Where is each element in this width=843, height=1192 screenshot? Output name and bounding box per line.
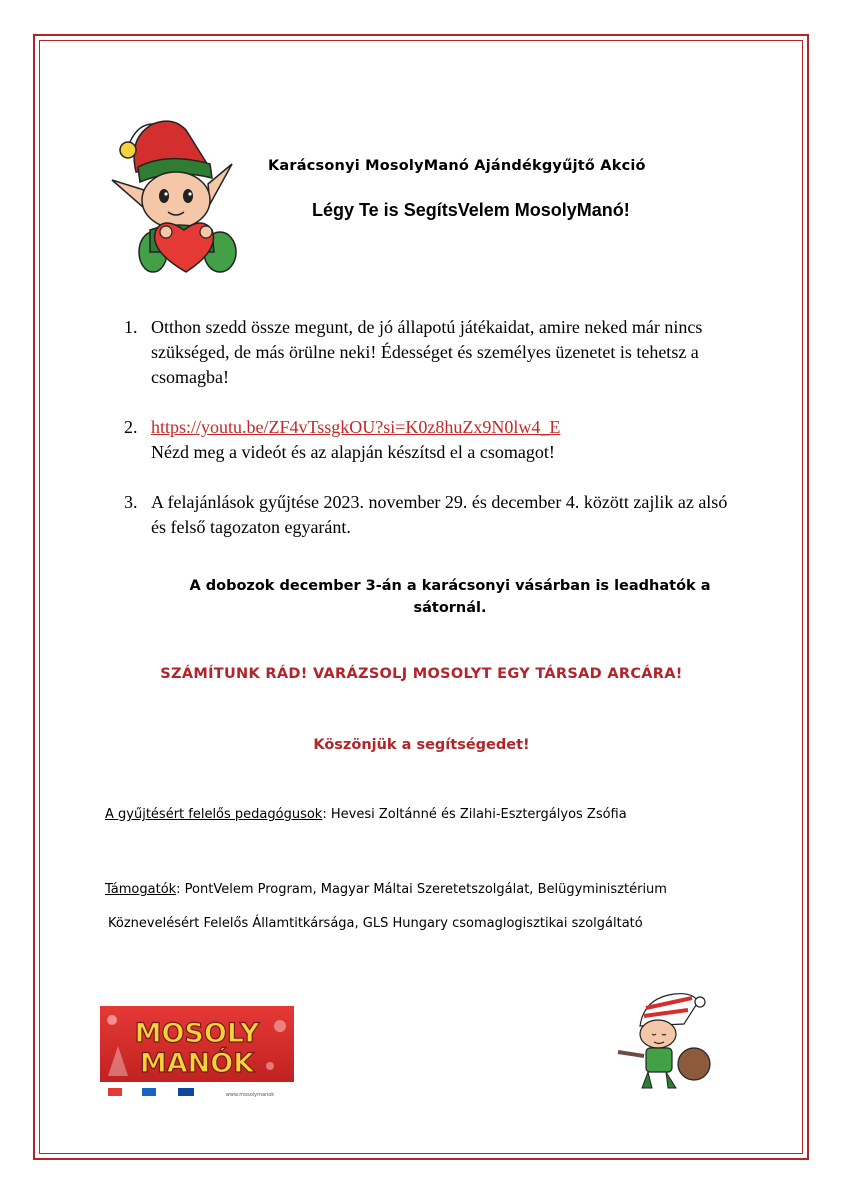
logo-line2: MANÓK — [139, 1048, 255, 1079]
page-subtitle: Légy Te is SegítsVelem MosolyManó! — [312, 200, 630, 220]
step-text: A felajánlások gyűjtése 2023. november 29. és december 4. között zajlik az alsó és felső tagozaton egyaránt. — [151, 492, 728, 537]
slogan: SZÁMÍTUNK RÁD! VARÁZSOLJ MOSOLYT EGY TÁRSAD ARCÁRA! — [160, 666, 683, 682]
page-title: Karácsonyi MosolyManó Ajándékgyűjtő Akció — [268, 158, 646, 174]
logo-line1: MOSOLY — [134, 1018, 260, 1049]
dropoff-note: A dobozok december 3-án a karácsonyi vásárban is leadhatók a sátornál. — [189, 578, 711, 616]
list-number: 3. — [124, 492, 138, 512]
steps-list — [124, 315, 744, 565]
video-link[interactable]: https://youtu.be/ZF4vTssgkOU?si=K0z8huZx9N0lw4_E — [151, 417, 561, 437]
sponsors-label: Támogatók — [105, 882, 177, 897]
list-number: 2. — [124, 417, 138, 437]
sponsors-line2: Köznevelésért Felelős Államtitkársága, GLS Hungary csomaglogisztikai szolgáltató — [108, 916, 643, 931]
responsible-label: A gyűjtésért felelős pedagógusok — [105, 807, 323, 822]
thanks-text: Köszönjük a segítségedet! — [313, 737, 530, 753]
step-text: Nézd meg a videót és az alapján készítsd el a csomagot! — [151, 442, 555, 462]
elf-with-heart-icon — [108, 112, 243, 277]
list-number: 1. — [124, 317, 138, 337]
responsible-teachers — [105, 807, 627, 822]
elf-with-sack-icon — [614, 988, 714, 1092]
responsible-value: : Hevesi Zoltánné és Zilahi-Esztergályos Zsófia — [322, 807, 627, 822]
mosoly-manok-logo — [100, 1006, 294, 1102]
step-text: Otthon szedd össze megunt, de jó állapotú játékaidat, amire neked már nincs szükséged, de más örülne neki! Édességet és személyes üzenetet is tehetsz a csomagba! — [151, 317, 703, 387]
logo-footer: www.mosolymanok — [225, 1092, 275, 1098]
list-item — [124, 415, 744, 465]
list-item — [124, 490, 744, 540]
sponsors-value: : PontVelem Program, Magyar Máltai Szeretetszolgálat, Belügyminisztérium — [176, 882, 667, 897]
list-item — [124, 315, 744, 390]
sponsors — [105, 882, 667, 897]
